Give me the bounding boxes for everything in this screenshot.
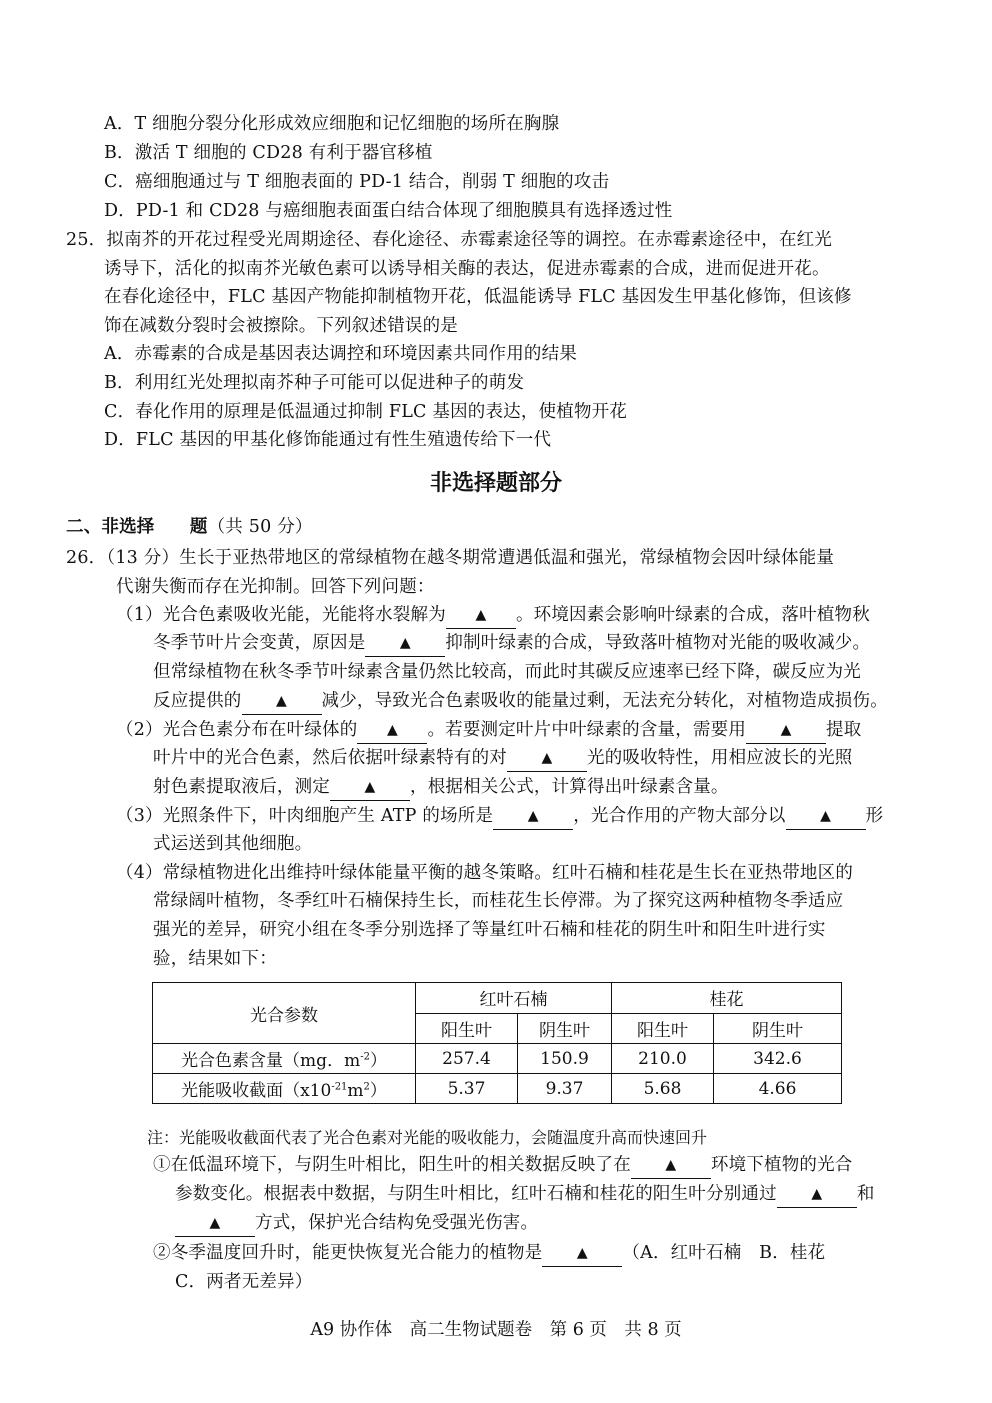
text-segment: ，根据相关公式，计算得出叶绿素含量。: [410, 777, 729, 797]
q26-sub2-line: [153, 1241, 825, 1267]
q26-part1-line: 但常绿植物在秋冬季节叶绿素含量仍然比较高，而此时其碳反应速率已经下降，碳反应为光: [153, 662, 861, 682]
text-segment: m: [347, 1081, 364, 1101]
answer-blank[interactable]: [777, 1182, 857, 1208]
q26-part1-line: [116, 603, 870, 629]
text-segment: 和: [856, 1184, 875, 1204]
answer-blank[interactable]: [507, 746, 587, 772]
table-row: [153, 1074, 842, 1104]
text-segment: 反应提供的: [153, 691, 242, 711]
q26-sub2-line: C．两者无差异）: [175, 1272, 313, 1292]
text-segment: 叶片中的光合色素，然后依据叶绿素特有的对: [153, 748, 507, 768]
answer-blank[interactable]: [365, 631, 445, 657]
triangle-icon: ▲: [475, 607, 487, 623]
answer-blank[interactable]: [330, 775, 410, 801]
table-cell: 210.0: [612, 1044, 714, 1074]
q26-sub1-line: [175, 1211, 538, 1237]
answer-blank[interactable]: [786, 804, 866, 830]
superscript: -2: [360, 1051, 370, 1063]
text-segment: ）: [369, 1051, 387, 1071]
table-cell: 150.9: [518, 1044, 612, 1074]
q26-part4-line: 强光的差异，研究小组在冬季分别选择了等量红叶石楠和桂花的阴生叶和阳生叶进行实: [153, 920, 826, 940]
q25-stem-line: 在春化途径中，FLC 基因产物能抑制植物开花，低温能诱导 FLC 基因发生甲基化修饰，但该修: [104, 287, 852, 307]
q24-option-c: C．癌细胞通过与 T 细胞表面的 PD-1 结合，削弱 T 细胞的攻击: [104, 172, 610, 192]
part-heading: [66, 515, 313, 539]
answer-blank[interactable]: [542, 1241, 622, 1267]
q26-part1-line: [153, 689, 888, 715]
page-footer: A9 协作体 高二生物试题卷 第 6 页 共 8 页: [310, 1320, 682, 1340]
superscript: 2: [363, 1081, 370, 1093]
triangle-icon: ▲: [386, 722, 398, 738]
q24-option-d: D．PD-1 和 CD28 与癌细胞表面蛋白结合体现了细胞膜具有选择透过性: [104, 201, 673, 221]
col-header-sun-leaf: 阳生叶: [416, 1013, 518, 1044]
q25-stem-line: 25．拟南芥的开花过程受光周期途径、春化途径、赤霉素途径等的调控。在赤霉素途径中，在红光: [66, 230, 833, 250]
group-header-osmanthus: 桂花: [612, 983, 842, 1014]
answer-blank[interactable]: [242, 689, 322, 715]
text-segment: 光合色素含量（mg．m: [181, 1051, 361, 1071]
section-title: 非选择题部分: [429, 471, 562, 496]
answer-blank[interactable]: [175, 1211, 255, 1237]
triangle-icon: ▲: [364, 779, 376, 795]
text-segment: （A．红叶石楠 B．桂花: [622, 1243, 826, 1263]
q26-part3-line: 式运送到其他细胞。: [153, 834, 313, 854]
group-header-photinia: 红叶石楠: [416, 983, 612, 1014]
q25-option-b: B．利用红光处理拟南芥种子可能可以促进种子的萌发: [104, 373, 525, 393]
text-segment: ②冬季温度回升时，能更快恢复光合能力的植物是: [153, 1243, 543, 1263]
q26-part3-line: [116, 804, 883, 830]
q26-stem-line: 代谢失衡而存在光抑制。回答下列问题：: [116, 577, 435, 597]
q26-part4-line: （4）常绿植物进化出维持叶绿体能量平衡的越冬策略。红叶石楠和桂花是生长在亚热带地区的: [116, 863, 854, 883]
q26-part4-line: 验，结果如下：: [153, 949, 277, 969]
q26-part1-line: [153, 631, 870, 657]
table-cell: 9.37: [518, 1074, 612, 1104]
answer-blank[interactable]: [446, 603, 516, 629]
text-segment: 。环境因素会影响叶绿素的合成，落叶植物秋: [515, 605, 870, 625]
q25-stem-line: 饰在减数分裂时会被擦除。下列叙述错误的是: [104, 316, 458, 336]
triangle-icon: ▲: [399, 635, 411, 651]
triangle-icon: ▲: [576, 1245, 588, 1261]
text-segment: 抑制叶绿素的合成，导致落叶植物对光能的吸收减少。: [445, 633, 871, 653]
text-segment: 光能吸收截面（x10: [181, 1081, 332, 1101]
col-header-shade-leaf: 阴生叶: [518, 1013, 612, 1044]
q26-part2-line: [153, 775, 729, 801]
table-cell: 5.68: [612, 1074, 714, 1104]
triangle-icon: ▲: [527, 808, 539, 824]
table-cell: 342.6: [714, 1044, 842, 1074]
part-heading-label: 二、非选择 题: [66, 517, 208, 537]
q24-option-b: B．激活 T 细胞的 CD28 有利于器官移植: [104, 143, 433, 163]
param-header: 光合参数: [153, 983, 416, 1044]
q25-option-c: C．春化作用的原理是低温通过抑制 FLC 基因的表达，使植物开花: [104, 402, 628, 422]
text-segment: 形: [865, 806, 884, 826]
q26-stem-line: 26．（13 分）生长于亚热带地区的常绿植物在越冬期常遭遇低温和强光，常绿植物会因叶绿体能量: [66, 548, 835, 568]
triangle-icon: ▲: [276, 693, 287, 709]
col-header-shade-leaf: 阴生叶: [714, 1013, 842, 1044]
q25-option-a: A．赤霉素的合成是基因表达调控和环境因素共同作用的结果: [104, 344, 578, 364]
text-segment: ）: [369, 1081, 387, 1101]
q26-part4-line: 常绿阔叶植物，冬季红叶石楠保持生长，而桂花生长停滞。为了探究这两种植物冬季适应: [153, 891, 844, 911]
q26-sub1-line: [153, 1153, 853, 1179]
text-segment: 冬季节叶片会变黄，原因是: [153, 633, 366, 653]
table-row: [153, 1044, 842, 1074]
triangle-icon: ▲: [209, 1215, 221, 1231]
table-cell: 5.37: [416, 1074, 518, 1104]
text-segment: 光的吸收特性，用相应波长的光照: [587, 748, 853, 768]
row-label: [153, 1074, 416, 1104]
answer-blank[interactable]: [493, 804, 573, 830]
results-table: [152, 982, 842, 1104]
answer-blank[interactable]: [746, 718, 826, 744]
text-segment: 减少，导致光合色素吸收的能量过剩，无法充分转化，对植物造成损伤。: [321, 691, 888, 711]
q26-part2-line: [153, 746, 853, 772]
answer-blank[interactable]: [357, 718, 427, 744]
text-segment: 环境下植物的光合: [710, 1155, 853, 1175]
q25-stem-line: 诱导下，活化的拟南芥光敏色素可以诱导相关酶的表达，促进赤霉素的合成，进而促进开花。: [104, 259, 830, 279]
q24-option-a: A．T 细胞分裂分化形成效应细胞和记忆细胞的场所在胸腺: [104, 114, 560, 134]
text-segment: 提取: [826, 720, 862, 740]
text-segment: ，光合作用的产物大部分以: [573, 806, 786, 826]
superscript: -21: [331, 1081, 348, 1093]
q26-sub1-line: [175, 1182, 875, 1208]
row-label: [153, 1044, 416, 1074]
text-segment: ①在低温环境下，与阴生叶相比，阳生叶的相关数据反映了在: [153, 1155, 631, 1175]
answer-blank[interactable]: [631, 1153, 711, 1179]
triangle-icon: ▲: [820, 808, 832, 824]
text-segment: 方式，保护光合结构免受强光伤害。: [255, 1213, 539, 1233]
triangle-icon: ▲: [665, 1157, 677, 1173]
text-segment: （2）光合色素分布在叶绿体的: [116, 720, 358, 740]
text-segment: 射色素提取液后，测定: [153, 777, 330, 797]
text-segment: （1）光合色素吸收光能，光能将水裂解为: [116, 605, 446, 625]
part-heading-score: （共 50 分）: [207, 517, 313, 537]
table-note: 注：光能吸收截面代表了光合色素对光能的吸收能力，会随温度升高而快速回升: [147, 1128, 708, 1147]
text-segment: 。若要测定叶片中叶绿素的含量，需要用: [427, 720, 747, 740]
col-header-sun-leaf: 阳生叶: [612, 1013, 714, 1044]
triangle-icon: ▲: [811, 1186, 823, 1202]
text-segment: （3）光照条件下，叶肉细胞产生 ATP 的场所是: [116, 806, 494, 826]
triangle-icon: ▲: [780, 722, 792, 738]
table-cell: 4.66: [714, 1074, 842, 1104]
q26-part2-line: [116, 718, 861, 744]
table-cell: 257.4: [416, 1044, 518, 1074]
triangle-icon: ▲: [541, 750, 553, 766]
text-segment: 参数变化。根据表中数据，与阴生叶相比，红叶石楠和桂花的阳生叶分别通过: [175, 1184, 777, 1204]
q25-option-d: D．FLC 基因的甲基化修饰能通过有性生殖遗传给下一代: [104, 430, 552, 450]
